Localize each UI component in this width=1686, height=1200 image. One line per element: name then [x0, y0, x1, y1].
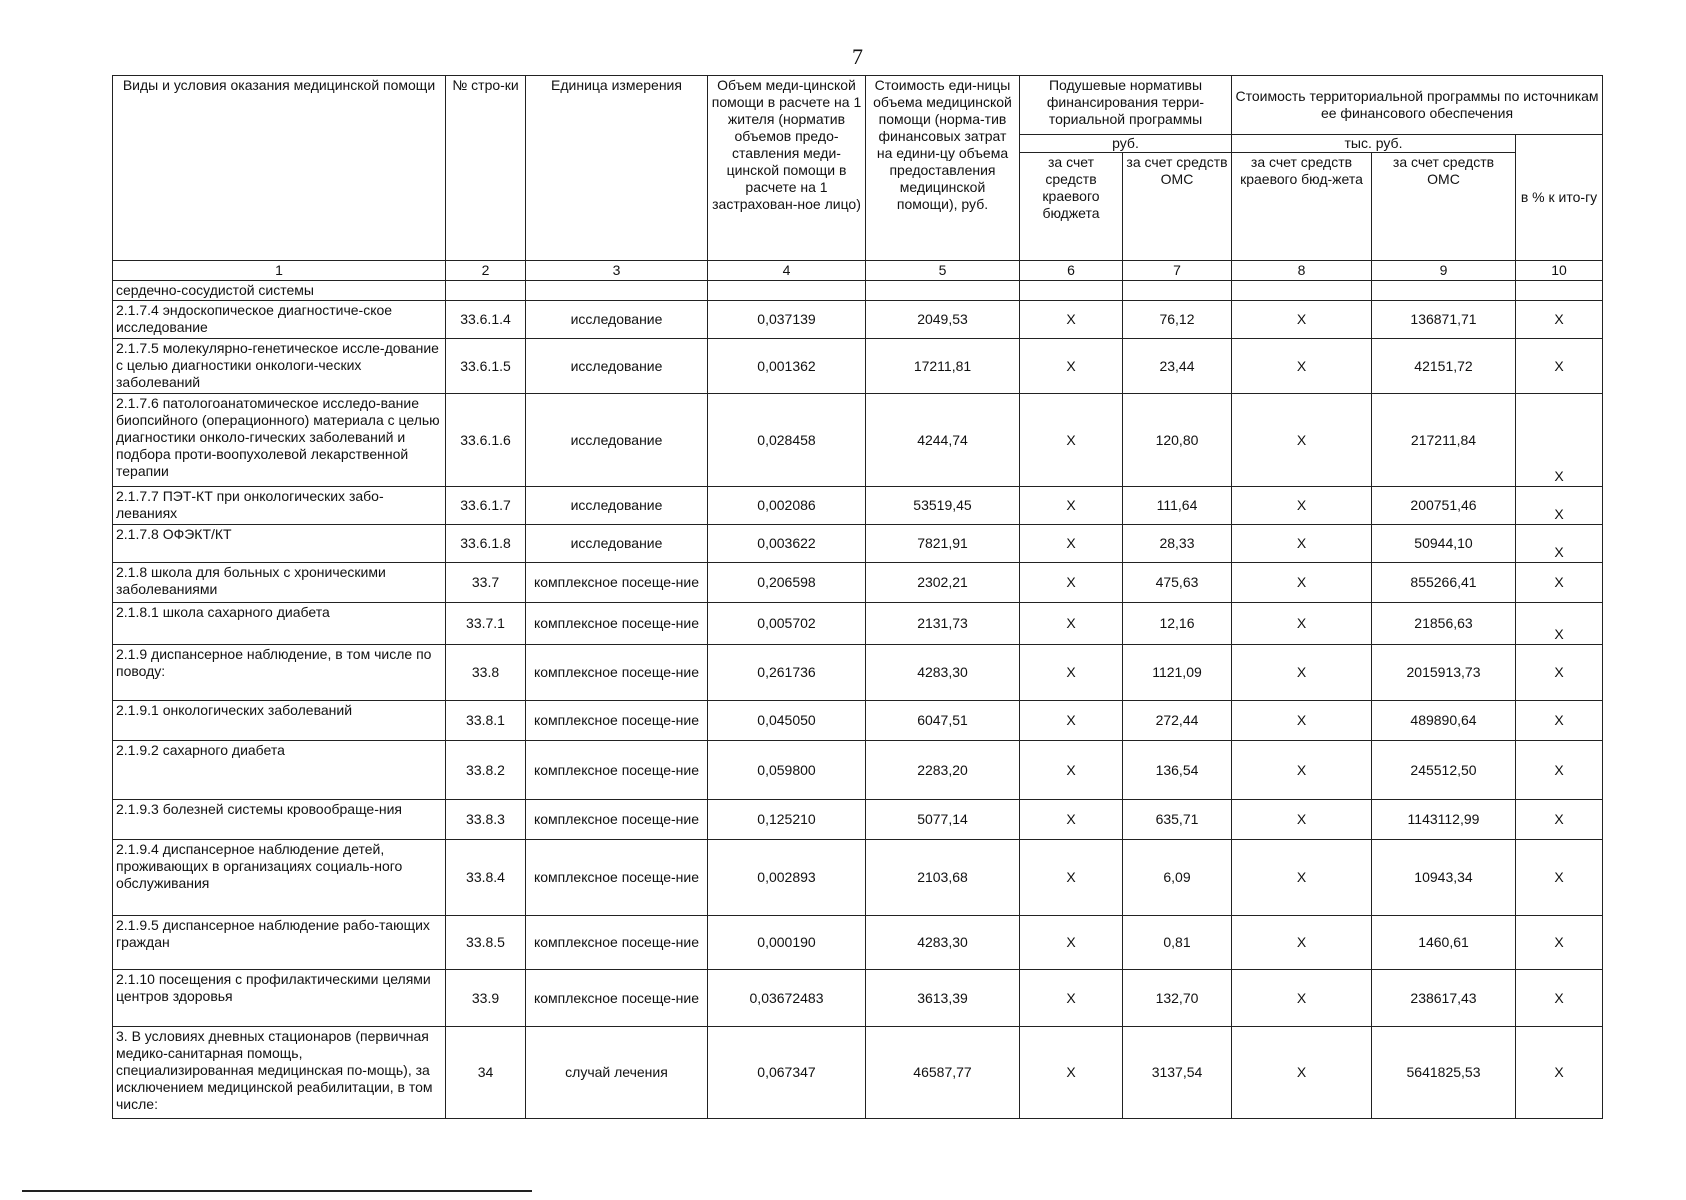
header-percent: в % к ито-гу: [1516, 135, 1603, 261]
row-oms-thous: 2015913,73: [1372, 645, 1516, 701]
column-number: 6: [1020, 261, 1123, 281]
row-unit: исследование: [526, 394, 708, 487]
row-oms-thous: 50944,10: [1372, 525, 1516, 563]
table-row: [113, 800, 1603, 840]
column-number: 10: [1516, 261, 1603, 281]
column-number: 5: [866, 261, 1020, 281]
row-regional-budget-thous: X: [1232, 394, 1372, 487]
row-unit: комплексное посеще-ние: [526, 840, 708, 916]
row-oms: 0,81: [1123, 916, 1232, 970]
row-unit: [526, 281, 708, 301]
table-row: [113, 916, 1603, 970]
row-percent: X: [1516, 1027, 1603, 1119]
row-name: 2.1.7.8 ОФЭКТ/КТ: [113, 525, 446, 563]
row-cost: 6047,51: [866, 701, 1020, 741]
row-volume: [708, 281, 866, 301]
row-code: 33.8.5: [446, 916, 526, 970]
column-number: 1: [113, 261, 446, 281]
row-cost: 2049,53: [866, 301, 1020, 339]
row-percent: X: [1516, 339, 1603, 394]
row-cost: 2302,21: [866, 563, 1020, 603]
row-regional-budget: X: [1020, 800, 1123, 840]
row-regional-budget-thous: X: [1232, 645, 1372, 701]
row-volume: 0,005702: [708, 603, 866, 645]
row-oms-thous: 489890,64: [1372, 701, 1516, 741]
row-oms-thous: 855266,41: [1372, 563, 1516, 603]
row-volume: 0,000190: [708, 916, 866, 970]
row-percent: [1516, 281, 1603, 301]
column-number: 8: [1232, 261, 1372, 281]
row-unit: комплексное посеще-ние: [526, 701, 708, 741]
row-oms: 12,16: [1123, 603, 1232, 645]
row-percent: X: [1516, 741, 1603, 800]
table-row: [113, 301, 1603, 339]
row-percent: X: [1516, 603, 1603, 645]
row-cost: 46587,77: [866, 1027, 1020, 1119]
row-name: 2.1.8 школа для больных с хроническими заболеваниями: [113, 563, 446, 603]
table-row: [113, 339, 1603, 394]
row-oms: 23,44: [1123, 339, 1232, 394]
row-regional-budget-thous: X: [1232, 339, 1372, 394]
row-cost: 2131,73: [866, 603, 1020, 645]
row-regional-budget: X: [1020, 301, 1123, 339]
row-regional-budget-thous: X: [1232, 563, 1372, 603]
row-regional-budget-thous: X: [1232, 487, 1372, 525]
row-regional-budget: X: [1020, 603, 1123, 645]
row-percent: X: [1516, 563, 1603, 603]
row-name: 2.1.9 диспансерное наблюдение, в том числе по поводу:: [113, 645, 446, 701]
row-volume: 0,045050: [708, 701, 866, 741]
row-regional-budget: [1020, 281, 1123, 301]
header-oms: за счет средств ОМС: [1123, 153, 1232, 261]
row-regional-budget-thous: X: [1232, 301, 1372, 339]
row-regional-budget-thous: X: [1232, 603, 1372, 645]
row-unit: исследование: [526, 525, 708, 563]
row-name: 2.1.7.7 ПЭТ-КТ при онкологических забо-леваниях: [113, 487, 446, 525]
row-cost: 7821,91: [866, 525, 1020, 563]
row-volume: 0,206598: [708, 563, 866, 603]
table-row: [113, 1027, 1603, 1119]
row-volume: 0,003622: [708, 525, 866, 563]
row-cost: [866, 281, 1020, 301]
row-regional-budget: X: [1020, 645, 1123, 701]
row-oms: 76,12: [1123, 301, 1232, 339]
row-name: 2.1.9.1 онкологических заболеваний: [113, 701, 446, 741]
row-volume: 0,261736: [708, 645, 866, 701]
table-row: [113, 840, 1603, 916]
row-percent: X: [1516, 487, 1603, 525]
row-name: 2.1.7.6 патологоанатомическое исследо-вание биопсийного (операционного) материала с целью диагностики онколо-гических заболеваний и подбора проти-воопухолевой лекарственной терапии: [113, 394, 446, 487]
row-unit: исследование: [526, 487, 708, 525]
row-name: 3. В условиях дневных стационаров (первичная медико-санитарная помощь, специализированная медицинская по-мощь), за исключением медицинской реабилитации, в том числе:: [113, 1027, 446, 1119]
row-oms: 272,44: [1123, 701, 1232, 741]
row-code: 33.6.1.7: [446, 487, 526, 525]
row-oms: 475,63: [1123, 563, 1232, 603]
column-number: 3: [526, 261, 708, 281]
row-oms: 132,70: [1123, 970, 1232, 1027]
row-regional-budget-thous: X: [1232, 970, 1372, 1027]
row-cost: 2103,68: [866, 840, 1020, 916]
row-code: 33.8.3: [446, 800, 526, 840]
row-code: 33.6.1.6: [446, 394, 526, 487]
row-unit: исследование: [526, 339, 708, 394]
row-name: 2.1.9.4 диспансерное наблюдение детей, проживающих в организациях социаль-ного обслуживания: [113, 840, 446, 916]
header-regional-budget-thous: за счет средств краевого бюд-жета: [1232, 153, 1372, 261]
row-regional-budget: X: [1020, 525, 1123, 563]
row-cost: 2283,20: [866, 741, 1020, 800]
table-row: [113, 701, 1603, 741]
table-row: [113, 394, 1603, 487]
header-regional-budget: за счет средств краевого бюджета: [1020, 153, 1123, 261]
page-number: 7: [852, 44, 863, 69]
table-row: [113, 970, 1603, 1027]
row-code: 33.6.1.8: [446, 525, 526, 563]
table-row: [113, 525, 1603, 563]
row-name: 2.1.7.4 эндоскопическое диагностиче-ское исследование: [113, 301, 446, 339]
row-oms-thous: 200751,46: [1372, 487, 1516, 525]
row-code: 33.7: [446, 563, 526, 603]
row-regional-budget: X: [1020, 701, 1123, 741]
row-unit: комплексное посеще-ние: [526, 603, 708, 645]
row-percent: X: [1516, 525, 1603, 563]
row-name: сердечно-сосудистой системы: [113, 281, 446, 301]
row-name: 2.1.10 посещения с профилактическими целями центров здоровья: [113, 970, 446, 1027]
header-types: Виды и условия оказания медицинской помощи: [113, 76, 446, 261]
row-volume: 0,125210: [708, 800, 866, 840]
row-regional-budget: X: [1020, 563, 1123, 603]
row-cost: 4244,74: [866, 394, 1020, 487]
row-oms-thous: 21856,63: [1372, 603, 1516, 645]
header-row-number: № стро-ки: [446, 76, 526, 261]
table-row: [113, 487, 1603, 525]
row-percent: X: [1516, 840, 1603, 916]
table-row: [113, 563, 1603, 603]
row-oms-thous: 5641825,53: [1372, 1027, 1516, 1119]
row-unit: комплексное посеще-ние: [526, 645, 708, 701]
financing-table: [112, 75, 1603, 1119]
row-oms: 3137,54: [1123, 1027, 1232, 1119]
header-unit-thous-rub: тыс. руб.: [1232, 135, 1516, 153]
row-cost: 17211,81: [866, 339, 1020, 394]
row-code: [446, 281, 526, 301]
row-code: 33.7.1: [446, 603, 526, 645]
row-oms: 6,09: [1123, 840, 1232, 916]
row-percent: X: [1516, 701, 1603, 741]
header-unit-cost: Стоимость еди-ницы объема медицинской помощи (норма-тив финансовых затрат на едини-цу объема предоставления медицинской помощи), руб.: [866, 76, 1020, 261]
row-cost: 4283,30: [866, 916, 1020, 970]
row-cost: 3613,39: [866, 970, 1020, 1027]
row-unit: комплексное посеще-ние: [526, 970, 708, 1027]
header-per-capita-norms: Подушевые нормативы финансирования терри-ториальной программы: [1020, 76, 1232, 135]
row-regional-budget: X: [1020, 487, 1123, 525]
column-number: 7: [1123, 261, 1232, 281]
row-regional-budget: X: [1020, 741, 1123, 800]
row-oms: 635,71: [1123, 800, 1232, 840]
row-oms-thous: 136871,71: [1372, 301, 1516, 339]
row-oms: 1121,09: [1123, 645, 1232, 701]
row-oms-thous: [1372, 281, 1516, 301]
footer-divider: [22, 1190, 532, 1192]
row-oms: 136,54: [1123, 741, 1232, 800]
table-row: [113, 645, 1603, 701]
row-oms: 28,33: [1123, 525, 1232, 563]
row-code: 33.8.4: [446, 840, 526, 916]
row-oms-thous: 217211,84: [1372, 394, 1516, 487]
header-oms-thous: за счет средств ОМС: [1372, 153, 1516, 261]
row-volume: 0,03672483: [708, 970, 866, 1027]
row-regional-budget-thous: X: [1232, 840, 1372, 916]
column-number: 9: [1372, 261, 1516, 281]
row-name: 2.1.8.1 школа сахарного диабета: [113, 603, 446, 645]
row-code: 33.6.1.4: [446, 301, 526, 339]
table-row: [113, 741, 1603, 800]
row-oms-thous: 1460,61: [1372, 916, 1516, 970]
row-code: 33.8: [446, 645, 526, 701]
table-row: [113, 603, 1603, 645]
row-percent: X: [1516, 394, 1603, 487]
row-unit: комплексное посеще-ние: [526, 916, 708, 970]
row-regional-budget-thous: X: [1232, 800, 1372, 840]
column-number: 4: [708, 261, 866, 281]
row-volume: 0,001362: [708, 339, 866, 394]
row-oms: 120,80: [1123, 394, 1232, 487]
header-program-cost: Стоимость территориальной программы по источникам ее финансового обеспечения: [1232, 76, 1603, 135]
row-unit: комплексное посеще-ние: [526, 800, 708, 840]
row-percent: X: [1516, 800, 1603, 840]
row-regional-budget-thous: X: [1232, 916, 1372, 970]
header-volume: Объем меди-цинской помощи в расчете на 1 жителя (норматив объемов предо-ставления меди-цинской помощи в расчете на 1 застрахован-ное лицо): [708, 76, 866, 261]
row-cost: 53519,45: [866, 487, 1020, 525]
row-name: 2.1.9.3 болезней системы кровообраще-ния: [113, 800, 446, 840]
row-regional-budget-thous: X: [1232, 525, 1372, 563]
row-volume: 0,028458: [708, 394, 866, 487]
row-regional-budget: X: [1020, 339, 1123, 394]
row-percent: X: [1516, 645, 1603, 701]
row-percent: X: [1516, 970, 1603, 1027]
row-oms-thous: 238617,43: [1372, 970, 1516, 1027]
row-oms: [1123, 281, 1232, 301]
row-code: 33.8.2: [446, 741, 526, 800]
column-numbers-row: [113, 261, 1603, 281]
row-oms-thous: 10943,34: [1372, 840, 1516, 916]
row-cost: 4283,30: [866, 645, 1020, 701]
row-volume: 0,002893: [708, 840, 866, 916]
row-regional-budget: X: [1020, 970, 1123, 1027]
column-number: 2: [446, 261, 526, 281]
row-volume: 0,067347: [708, 1027, 866, 1119]
row-volume: 0,002086: [708, 487, 866, 525]
row-cost: 5077,14: [866, 800, 1020, 840]
header-unit-rub: руб.: [1020, 135, 1232, 153]
row-unit: случай лечения: [526, 1027, 708, 1119]
row-code: 33.9: [446, 970, 526, 1027]
row-code: 33.8.1: [446, 701, 526, 741]
row-name: 2.1.9.2 сахарного диабета: [113, 741, 446, 800]
row-percent: X: [1516, 301, 1603, 339]
row-percent: X: [1516, 916, 1603, 970]
row-regional-budget-thous: X: [1232, 701, 1372, 741]
row-regional-budget: X: [1020, 394, 1123, 487]
row-regional-budget: X: [1020, 1027, 1123, 1119]
row-regional-budget-thous: X: [1232, 1027, 1372, 1119]
row-regional-budget: X: [1020, 916, 1123, 970]
row-unit: комплексное посеще-ние: [526, 741, 708, 800]
row-regional-budget-thous: X: [1232, 741, 1372, 800]
row-oms: 111,64: [1123, 487, 1232, 525]
row-volume: 0,059800: [708, 741, 866, 800]
row-oms-thous: 245512,50: [1372, 741, 1516, 800]
row-name: 2.1.7.5 молекулярно-генетическое иссле-дование с целью диагностики онкологи-ческих заболеваний: [113, 339, 446, 394]
table-row: [113, 281, 1603, 301]
header-unit: Единица измерения: [526, 76, 708, 261]
row-regional-budget-thous: [1232, 281, 1372, 301]
row-name: 2.1.9.5 диспансерное наблюдение рабо-тающих граждан: [113, 916, 446, 970]
row-code: 33.6.1.5: [446, 339, 526, 394]
row-oms-thous: 1143112,99: [1372, 800, 1516, 840]
row-unit: исследование: [526, 301, 708, 339]
row-regional-budget: X: [1020, 840, 1123, 916]
row-volume: 0,037139: [708, 301, 866, 339]
row-code: 34: [446, 1027, 526, 1119]
row-oms-thous: 42151,72: [1372, 339, 1516, 394]
row-unit: комплексное посеще-ние: [526, 563, 708, 603]
